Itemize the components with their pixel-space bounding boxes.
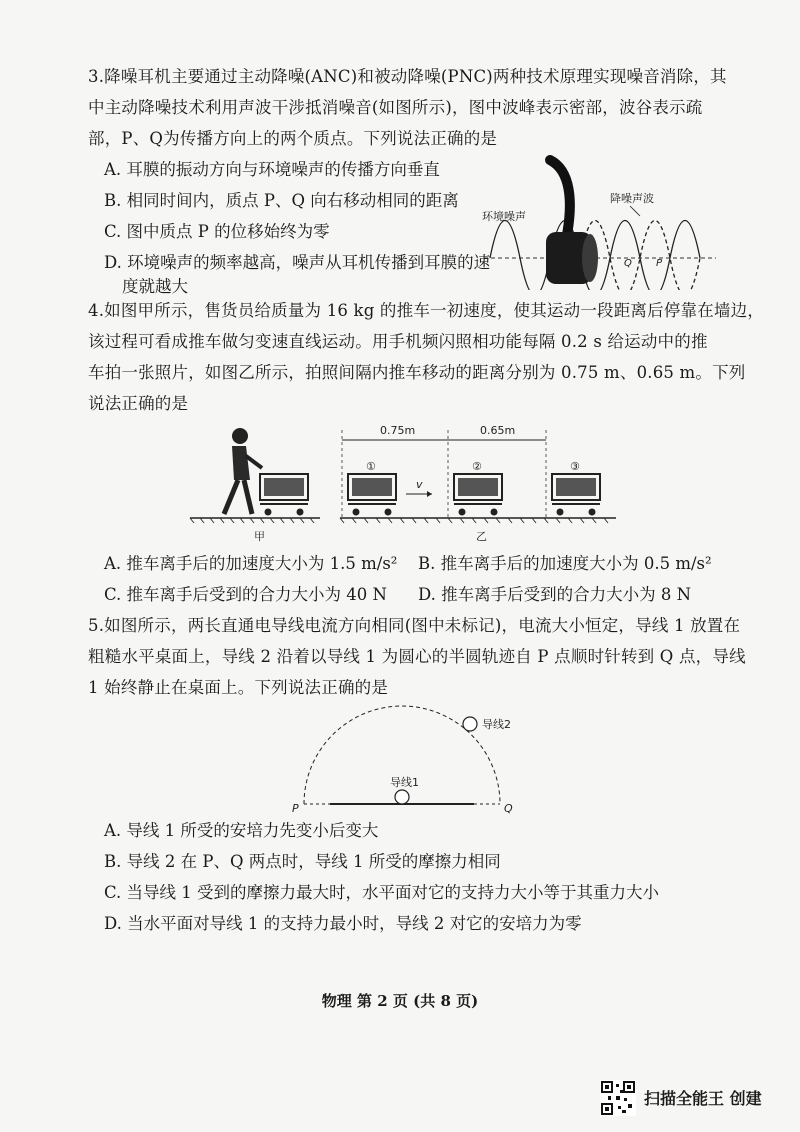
q5-option-c: C. 当导线 1 受到的摩擦力最大时，水平面对它的支持力大小等于其重力大小 [104, 883, 660, 902]
q3-stem-line-3: 部，P、Q为传播方向上的两个质点。下列说法正确的是 [88, 129, 498, 148]
point-q-label: Q [504, 802, 513, 815]
velocity-label: v [416, 478, 423, 491]
cart-label-1: ① [366, 460, 376, 473]
q5-stem-line-1: 5.如图所示，两长直通电导线电流方向相同(图中未标记)，电流大小恒定，导线 1 放置在 [88, 616, 741, 635]
q5-option-a: A. 导线 1 所受的安培力先变小后变大 [104, 821, 379, 840]
q3-stem-line-1: 3.降噪耳机主要通过主动降噪(ANC)和被动降噪(PNC)两种技术原理实现噪音消除，其 [88, 67, 727, 86]
scanner-watermark [600, 1080, 790, 1120]
cart-position-1-icon [348, 474, 396, 516]
qr-code-icon [600, 1080, 636, 1116]
anti-noise-label: 降噪声波 [610, 192, 654, 205]
q5-stem-line-3: 1 始终静止在桌面上。下列说法正确的是 [88, 678, 389, 697]
point-q-label: Q [624, 258, 632, 269]
caption-yi: 乙 [476, 530, 487, 543]
q4-option-d: D. 推车离手后受到的合力大小为 8 N [418, 585, 692, 604]
q4-stem-line-1: 4.如图甲所示，售货员给质量为 16 kg 的推车一初速度，使其运动一段距离后停靠在墙边， [88, 301, 765, 320]
cart-position-2-icon [454, 474, 502, 516]
wire-2-label: 导线2 [482, 718, 511, 731]
anti-noise-wave [580, 221, 700, 291]
distance-label-2: 0.65m [480, 424, 516, 437]
q3-option-c: C. 图中质点 P 的位移始终为零 [104, 222, 330, 241]
q4-stem-line-3: 车拍一张照片，如图乙所示，拍照间隔内推车移动的距离分别为 0.75 m、0.65 m。下列 [88, 363, 746, 382]
headband-icon [550, 160, 570, 240]
cart-label-2: ② [472, 460, 482, 473]
q5-wire-figure [290, 700, 530, 820]
q3-option-a: A. 耳膜的振动方向与环境噪声的传播方向垂直 [104, 160, 440, 179]
q5-option-b: B. 导线 2 在 P、Q 两点时，导线 1 所受的摩擦力相同 [104, 852, 501, 871]
q5-stem-line-2: 粗糙水平桌面上，导线 2 沿着以导线 1 为圆心的半圆轨迹自 P 点顺时针转到 Q 点，导线 [88, 647, 746, 666]
cart-label-3: ③ [570, 460, 580, 473]
q4-cart-figure [180, 420, 620, 550]
wire-1-icon [395, 790, 409, 804]
salesperson-figure [224, 428, 262, 514]
q3-headphone-figure [480, 150, 720, 290]
scanner-watermark-text: 扫描全能王 创建 [644, 1089, 762, 1108]
q4-stem-line-4: 说法正确的是 [88, 394, 189, 413]
page-footer: 物理 第 2 页 (共 8 页) [321, 992, 479, 1010]
wire-1-label: 导线1 [390, 776, 419, 789]
q4-option-a: A. 推车离手后的加速度大小为 1.5 m/s² [104, 554, 398, 573]
point-p-label: P [656, 258, 663, 269]
ambient-noise-label: 环境噪声 [482, 210, 526, 223]
cart-position-3-icon [552, 474, 600, 516]
point-p-label: P [292, 802, 299, 815]
q3-option-b: B. 相同时间内，质点 P、Q 向右移动相同的距离 [104, 191, 459, 210]
q4-option-c: C. 推车离手后受到的合力大小为 40 N [104, 585, 387, 604]
wire-2-icon [463, 717, 477, 731]
distance-label-1: 0.75m [380, 424, 416, 437]
q4-option-b: B. 推车离手后的加速度大小为 0.5 m/s² [418, 554, 712, 573]
caption-jia: 甲 [254, 530, 265, 543]
cart-a-icon [260, 474, 308, 516]
q5-option-d: D. 当水平面对导线 1 的支持力最小时，导线 2 对它的安培力为零 [104, 914, 582, 933]
q3-option-d: D. 环境噪声的频率越高，噪声从耳机传播到耳膜的速 [104, 253, 491, 272]
q3-stem-line-2: 中主动降噪技术利用声波干涉抵消噪音(如图所示)，图中波峰表示密部，波谷表示疏 [88, 98, 703, 117]
q3-option-d-continued: 度就越大 [122, 277, 188, 296]
q4-stem-line-2: 该过程可看成推车做匀变速直线运动。用手机频闪照相功能每隔 0.2 s 给运动中的推 [88, 332, 708, 351]
